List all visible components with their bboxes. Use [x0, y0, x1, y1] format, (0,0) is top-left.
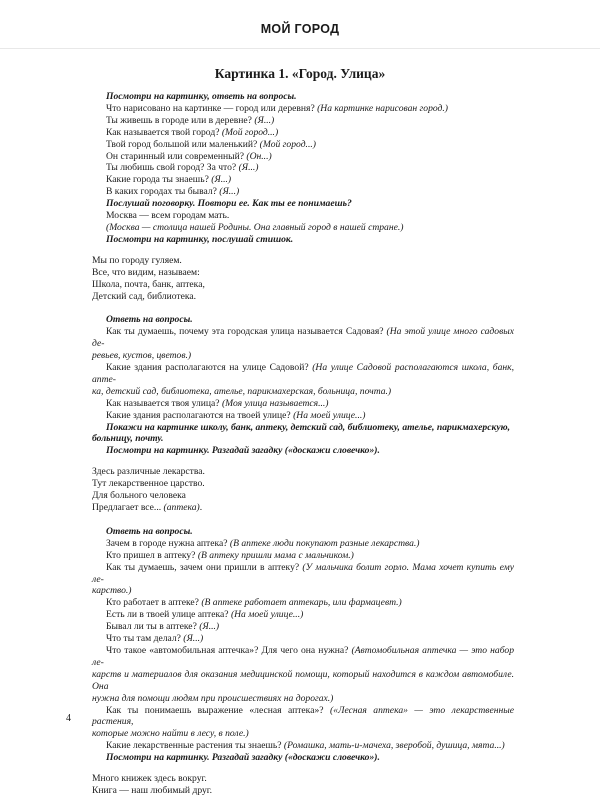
qa-line: Какие лекарственные растения ты знаешь? (Ромашка, мать-и-мачеха, зверобой, душица, мята...)	[106, 740, 505, 752]
qa-continuation: нужна для помощи людям при происшествиях на дорогах.)	[92, 692, 334, 704]
qa-line: Есть ли в твоей улице аптека? (На моей улице...)	[106, 609, 304, 621]
section-heading: Ответь на вопросы.	[106, 525, 193, 537]
qa-line: Какие здания располагаются на твоей улице? (На моей улице...)	[106, 409, 366, 421]
qa-line: Как ты думаешь, зачем они пришли в аптеку? (У мальчика болит горло. Мама хочет купить ему ле-	[92, 561, 514, 585]
poem-line: Мы по городу гуляем.	[92, 254, 182, 266]
qa-line: Ты живешь в городе или в деревне? (Я...)	[106, 114, 275, 126]
qa-continuation: которые можно найти в лесу, в поле.)	[92, 728, 249, 740]
qa-line: Он старинный или современный? (Он...)	[106, 150, 272, 162]
poem-line: Все, что видим, называем:	[92, 266, 200, 278]
qa-line: Зачем в городе нужна аптека? (В аптеке люди покупают разные лекарства.)	[106, 537, 420, 549]
qa-line: Бывал ли ты в аптеке? (Я...)	[106, 621, 220, 633]
section-heading: Посмотри на картинку. Разгадай загадку («доскажи словечко»).	[106, 752, 380, 764]
section-heading: Посмотри на картинку, ответь на вопросы.	[106, 91, 297, 102]
riddle-line: Здесь различные лекарства.	[92, 466, 205, 478]
qa-line: В каких городах ты бывал? (Я...)	[106, 186, 240, 198]
riddle-line: Предлагает все... (аптека).	[92, 502, 203, 513]
page-content	[92, 91, 514, 797]
section-heading: Ответь на вопросы.	[106, 314, 193, 326]
qa-line: Какие города ты знаешь? (Я...)	[106, 174, 232, 186]
qa-line: Какие здания располагаются на улице Садовой? (На улице Садовой располагаются школа, банк, апте-	[92, 362, 515, 385]
qa-line: Что ты там делал? (Я...)	[106, 633, 204, 645]
task-line: Покажи на картинке школу, банк, аптеку, детский сад, библиотеку, ателье, парикмахерскую,	[106, 421, 510, 433]
riddle-line: Книга — наш любимый друг.	[92, 784, 213, 796]
riddle-line: Тут лекарственное царство.	[92, 478, 205, 490]
qa-line: Кто пришел в аптеку? (В аптеку пришли мама с мальчиком.)	[106, 549, 354, 561]
riddle-line: Для больного человека	[92, 490, 186, 502]
section-heading: Послушай поговорку. Повтори ее. Как ты ее понимаешь?	[106, 198, 352, 210]
task-continuation: больницу, почту.	[92, 433, 164, 445]
section-heading: Посмотри на картинку. Разгадай загадку («доскажи словечко»).	[106, 445, 380, 457]
qa-line: Кто работает в аптеке? (В аптеке работает аптекарь, или фармацевт.)	[106, 597, 402, 609]
qa-continuation: карств и материалов для оказания медицинской помощи, который находится в каждом автомобиле. Она	[92, 668, 514, 692]
qa-continuation: карство.)	[92, 585, 132, 597]
page-number: 4	[66, 713, 71, 724]
qa-line: Как называется твой город? (Мой город...)	[106, 126, 279, 138]
qa-line: Что нарисовано на картинке — город или деревня? (На картинке нарисован город.)	[106, 102, 449, 114]
qa-line: Как ты понимаешь выражение «лесная аптека»? («Лесная аптека» — это лекарственные растения,	[92, 704, 514, 728]
qa-continuation: ревьев, кустов, цветов.)	[92, 350, 192, 362]
qa-line: Как называется твоя улица? (Моя улица называется...)	[106, 397, 329, 409]
header-bar	[0, 0, 600, 49]
qa-line: Ты любишь свой город? За что? (Я...)	[106, 162, 259, 174]
qa-line: Что такое «автомобильная аптечка»? Для чего она нужна? (Автомобильная аптечка — это набор ле-	[92, 644, 514, 668]
qa-line: Как ты думаешь, почему эта городская улица называется Садовая? (На этой улице много садовых де-	[92, 326, 514, 350]
picture-title: Картинка 1. «Город. Улица»	[214, 66, 386, 81]
section-heading: Посмотри на картинку, послушай стишок.	[106, 233, 294, 245]
riddle-line: Много книжек здесь вокруг.	[92, 773, 207, 785]
proverb: Москва — всем городам мать.	[106, 210, 230, 222]
qa-continuation: ка, детский сад, библиотека, ателье, парикмахерская, больница, почта.)	[92, 385, 392, 397]
chapter-title: МОЙ ГОРОД	[260, 22, 340, 36]
poem-line: Школа, почта, банк, аптека,	[92, 278, 205, 290]
qa-line: Твой город большой или маленький? (Мой город...)	[106, 138, 316, 150]
poem-line: Детский сад, библиотека.	[92, 290, 196, 302]
proverb-explanation: (Москва — столица нашей Родины. Она главный город в нашей стране.)	[106, 221, 404, 233]
